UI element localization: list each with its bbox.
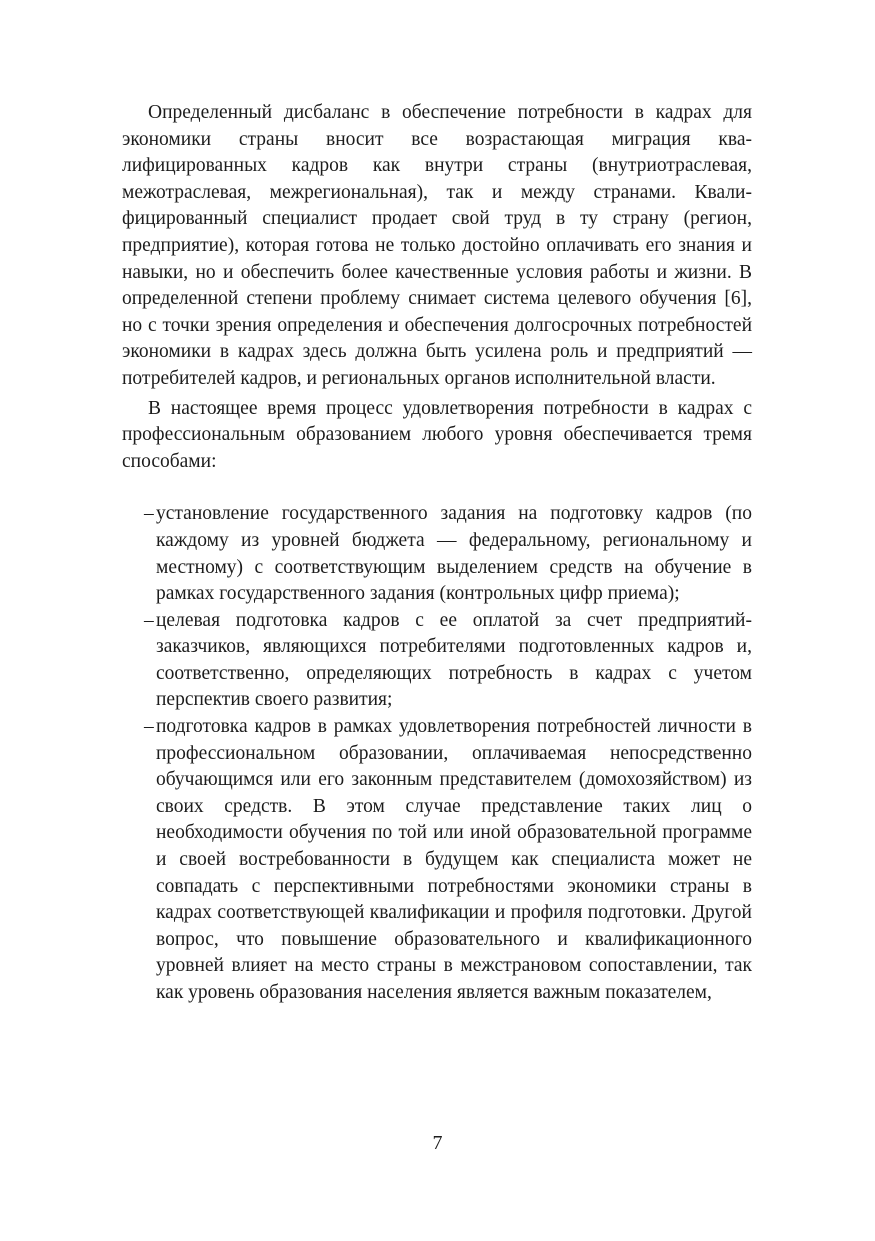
list-bullet: – [144, 716, 154, 738]
paragraph: В настоящее время процесс удовлетворения потребности в кадрах с профессиональным образованием любого уровня обеспечивается тремя способами: [122, 397, 752, 472]
paragraph: Определенный дисбаланс в обеспечение потребности в кадрах для экономики страны вносит все возрастающая миграция квалифицированных кадров как внутри страны (внутриотраслевая, межотраслевая, межрегиональная), так и между странами. Квалифицированный специалист продает свой труд в ту страну (регион, предприятие), которая готова не только достойно оплачивать его знания и навыки, но и обеспечить более качественные условия работы и жизни. В определенной степени проблему снимает система целевого обучения [6], но с точки зрения определения и обеспечения долгосрочных потребностей экономики в кадрах здесь должна быть усилена роль и предприятий — потребителей кадров, и региональных органов исполнительной власти. [122, 102, 752, 389]
list-item [122, 501, 752, 607]
list-item [122, 608, 752, 714]
page-number: 7 [432, 1132, 443, 1154]
list-item-text: подготовка кадров в рамках удовлетворения потребностей личности в профессиональном образовании, оплачиваемая непосредственно обучающимся или его законным представителем (домохозяйством) из своих средств. В этом случае представление таких лиц о необходимости обучения по той или иной образовательной программе и своей востребованности в будущем как специалиста может не совпадать с перспективными потребностями экономики страны в кадрах соответствующей квалификации и профиля подготовки. Другой вопрос, что повышение образовательного и квалификационного уровней влияет на место страны в межстрановом сопоставлении, так как уровень образования населения является важным показателем, [156, 716, 752, 1003]
list-bullet: – [144, 503, 154, 525]
page-body [122, 100, 752, 1007]
methods-list [122, 501, 752, 1006]
list-bullet: – [144, 609, 154, 631]
list-item-text: целевая подготовка кадров с ее оплатой за счет предприятий-заказчиков, являющихся потребителями подготовленных кадров и, соответственно, определяющих потребность в кадрах с учетом перспектив своего развития; [156, 609, 752, 711]
list-item [122, 714, 752, 1007]
list-item-text: установление государственного задания на подготовку кадров (по каждому из уровней бюджета — федеральному, региональному и местному) с соответствующим выделением средств на обучение в рамках государственного задания (контрольных цифр приема); [156, 503, 752, 605]
